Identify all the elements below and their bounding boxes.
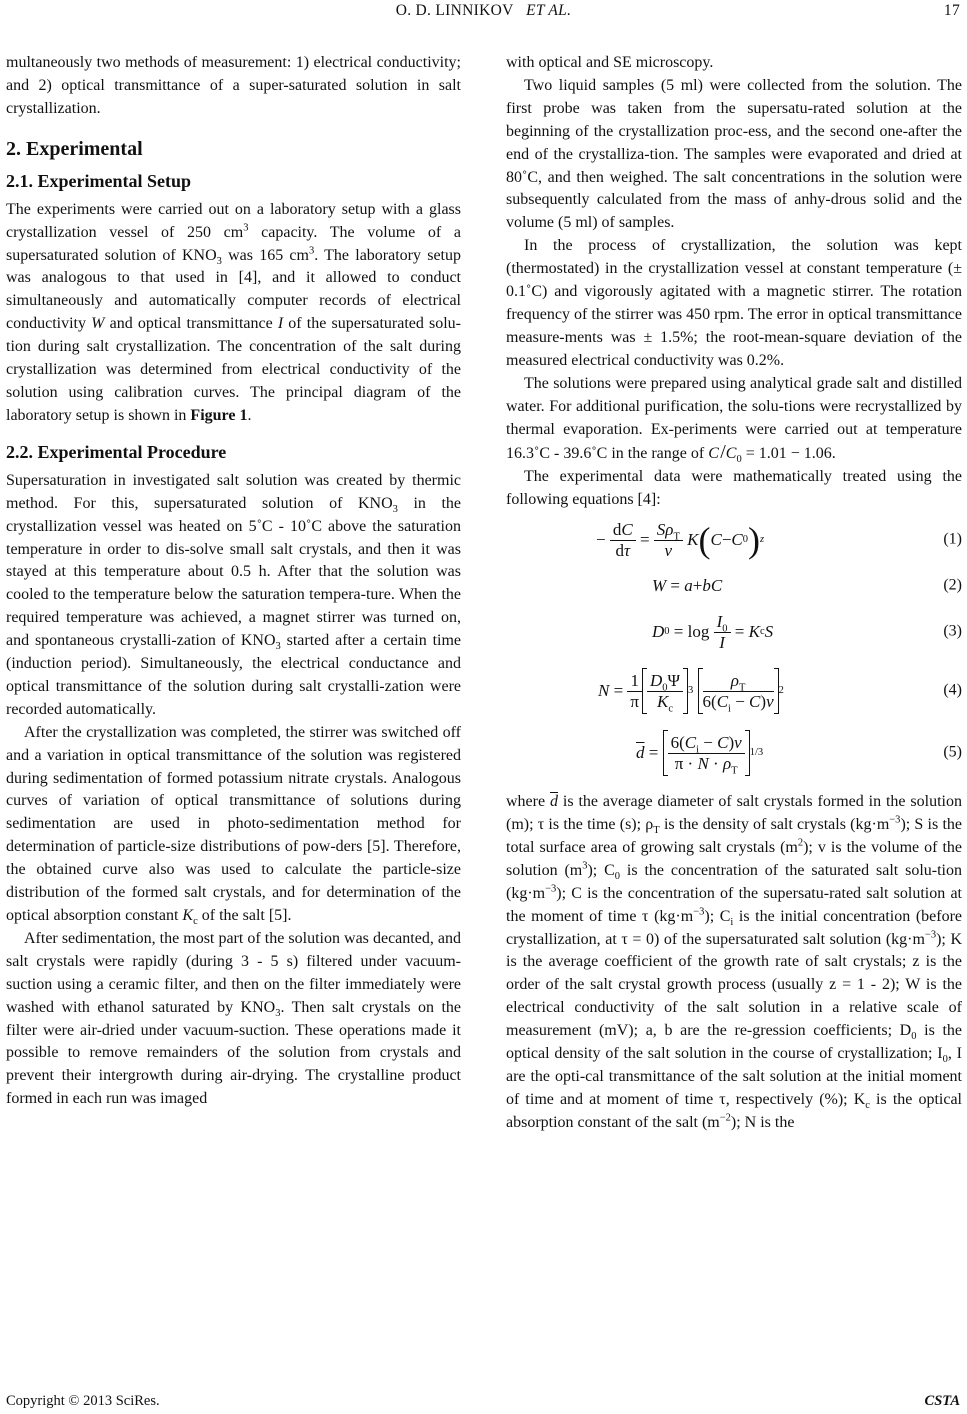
procedure-paragraph-1: Supersaturation in investigated salt solution was created by thermic method. For this, supersaturated solution of $KNO_3$ in the crystallization vessel was heated on 5˚C - 10˚C above the saturation temperature in order to dis-solve small salt crystals, and then it was stayed at this temperature about 0.5 h. After that the solution was cooled to the temperature below the saturation tempera-ture. When the required temperature was achieved, a magnet stirrer was turned on, and spontaneous crystalli-zation of $KNO_3$ started after a certain time (induction period). Simultaneously, the electrical conductance and optical transmittance of the solution during salt crystalli-zation were recorded automatically. <box>6 471 462 718</box>
equation-1-number: (1) <box>943 530 962 548</box>
right-paragraph-0: with optical and SE microscopy. <box>506 54 714 71</box>
copyright-notice: Copyright © 2013 SciRes. <box>6 1393 160 1409</box>
page-number: 17 <box>943 2 960 19</box>
left-paragraph-0: multaneously two methods of measurement: 1) electrical conductivity; and 2) optical transmittance of a super-saturated solution in salt crystallization. <box>6 54 461 117</box>
subsection-heading-procedure: 2.2. Experimental Procedure <box>6 441 227 462</box>
equations-intro: The experimental data were mathematically treated using the following equations [4]: <box>506 468 962 509</box>
left-column <box>6 52 461 1111</box>
equation-3: D 0 = log $\frac{I_0}{I}$ = K c S (3) <box>652 611 962 652</box>
equation-2: W = a + bC (2) <box>506 568 962 604</box>
running-head <box>0 2 967 20</box>
section-heading-experimental: 2. Experimental <box>6 137 143 160</box>
equation-1: − $\frac{dC}{d\tau}$ = $\frac{S\rho_T}{v}$ K ( C − C 0 ) z (1) <box>596 519 962 561</box>
variable-definitions: where $\overline{d}$ is the average diameter of salt crystals formed in the solution (m); τ is the time (s); $\rho_T$ is the density of salt crystals $(kg\cdot m^{-3})$; S is the total surface area of growing salt crystals $(m^2)$; v is the volume of the solution $(m^3)$; $C_0$ is the concentration of the saturated salt solu-tion $(kg\cdot m^{-3})$; C is the concentration of the supersatu-rated salt solution at the moment of time τ $(kg\cdot m^{-3})$; $C_i$ is the initial concentration (before crystallization, at τ = 0) of the supersaturated salt solution $(kg\cdot m^{-3})$; K is the average coefficient of the growth rate of salt crystals; z is the order of the salt crystal growth process (usually z = 1 - 2); W is the electrical conductivity of the salt solution in a relative scale of measurement (mV); a, b are the re-gression coefficients; $D_0$ is the optical density of the salt solution in the course of crystallization; $I_0$, I are the opti-cal transmittance of the salt solution at the initial moment of time and at moment of time τ, respectively (%); $K_c$ is the optical absorption constant of the salt $(m^{-2})$; N is the <box>506 793 963 1131</box>
equation-4-number: (4) <box>943 681 962 699</box>
procedure-paragraph-3: After sedimentation, the most part of the solution was decanted, and salt crystals were rapidly (during 3 - 5 s) filtered under vacuum-suction using a ceramic filter, and then on the filter immediately were washed with ethanol saturated by $KNO_3$. Then salt crystals on the filter were air-dried under vacuum-suction. These operations made it possible to remove remainders of the solution from crystals and prevent their intergrowth during air-drying. The crystalline product formed in each run was imaged <box>6 929 462 1108</box>
equation-3-number: (3) <box>943 622 962 640</box>
equation-5-number: (5) <box>943 743 962 761</box>
page-header <box>0 2 967 26</box>
figure-1-link[interactable]: Figure 1 <box>190 406 248 424</box>
procedure-paragraph-2: After the crystallization was completed, the stirrer was switched off and a variation in optical transmittance of the solution was registered during sedimentation of formed potassium nitrate crystals. Analogous curves of variation of optical transmittance of solutions during sedimentation are used in photo-sedimentation method for determination of particle-size distributions of pow-ders [5]. Therefore, the obtained curve also was used to calculate the particle-size distribution of the formed salt crystals, and for determination of the optical absorption constant $K_c$ of the salt [5]. <box>6 723 461 928</box>
sampling-paragraph: Two liquid samples (5 ml) were collected from the solution. The first probe was taken from the supersatu-rated solution at the beginning of the crystallization proc-ess, and the second one-after the end of the crystalliza-tion. The samples were evaporated and dried at 80˚C, and then weighed. The salt concentrations in the solution were subsequently calculated from the mass of anhy-drous solid and the volume (5 ml) of samples. <box>506 76 962 232</box>
equation-5: $\overline{d}$ = $\frac{6(C_i - C)v}{\pi \cdot N \cdot \rho_T}$ 1/3 (5) <box>506 722 962 784</box>
thermostat-paragraph: In the process of crystallization, the solution was kept (thermostated) in the crystallization vessel at constant temperature (± 0.1˚C) and vigorously agitated with a magnetic stirrer. The rotation frequency of the stirrer was 450 rpm. The error in optical transmittance measure-ments was ± 1.5%; the root-mean-square deviation of the measured electrical conductivity was 0.2%. <box>506 237 962 369</box>
subsection-heading-setup: 2.1. Experimental Setup <box>6 170 192 191</box>
setup-paragraph: The experiments were carried out on a laboratory setup with a glass crystallization vessel of 250 $cm^3$ capacity. The volume of a supersaturated solution of $KNO_3$ was 165 $cm^3$. The laboratory setup was analogous to that used in [4], and it allowed to conduct simultaneously and automatically computer records of electrical conductivity W and optical transmittance I of the supersaturated solu-tion during salt crystallization. The concentration of the salt during crystallization was determined from electrical conductivity of the solution using calibration curves. The principal diagram of the laboratory setup is shown in Figure 1. <box>6 200 462 424</box>
journal-abbrev: CSTA <box>924 1393 960 1409</box>
running-head-author: O. D. LINNIKOV <box>395 2 514 19</box>
preparation-paragraph: The solutions were prepared using analytical grade salt and distilled water. For additional purification, the solu-tions were recrystallized by thermal evaporation. Ex-periments were carried out at temperature 16.3˚C - 39.6˚C in the range of C $/C_0 = 1.01 - 1.06$. <box>506 374 962 466</box>
running-head-etal: ET AL. <box>526 2 572 19</box>
equation-4: N = $\frac{1}{\pi}$ $\frac{D_0\Psi}{K_c}$ 3 $\frac{\rho_T}{6(C_i - C)v}$ 2 (4) <box>506 660 962 722</box>
right-column <box>506 52 962 1135</box>
equation-2-number: (2) <box>943 576 962 594</box>
